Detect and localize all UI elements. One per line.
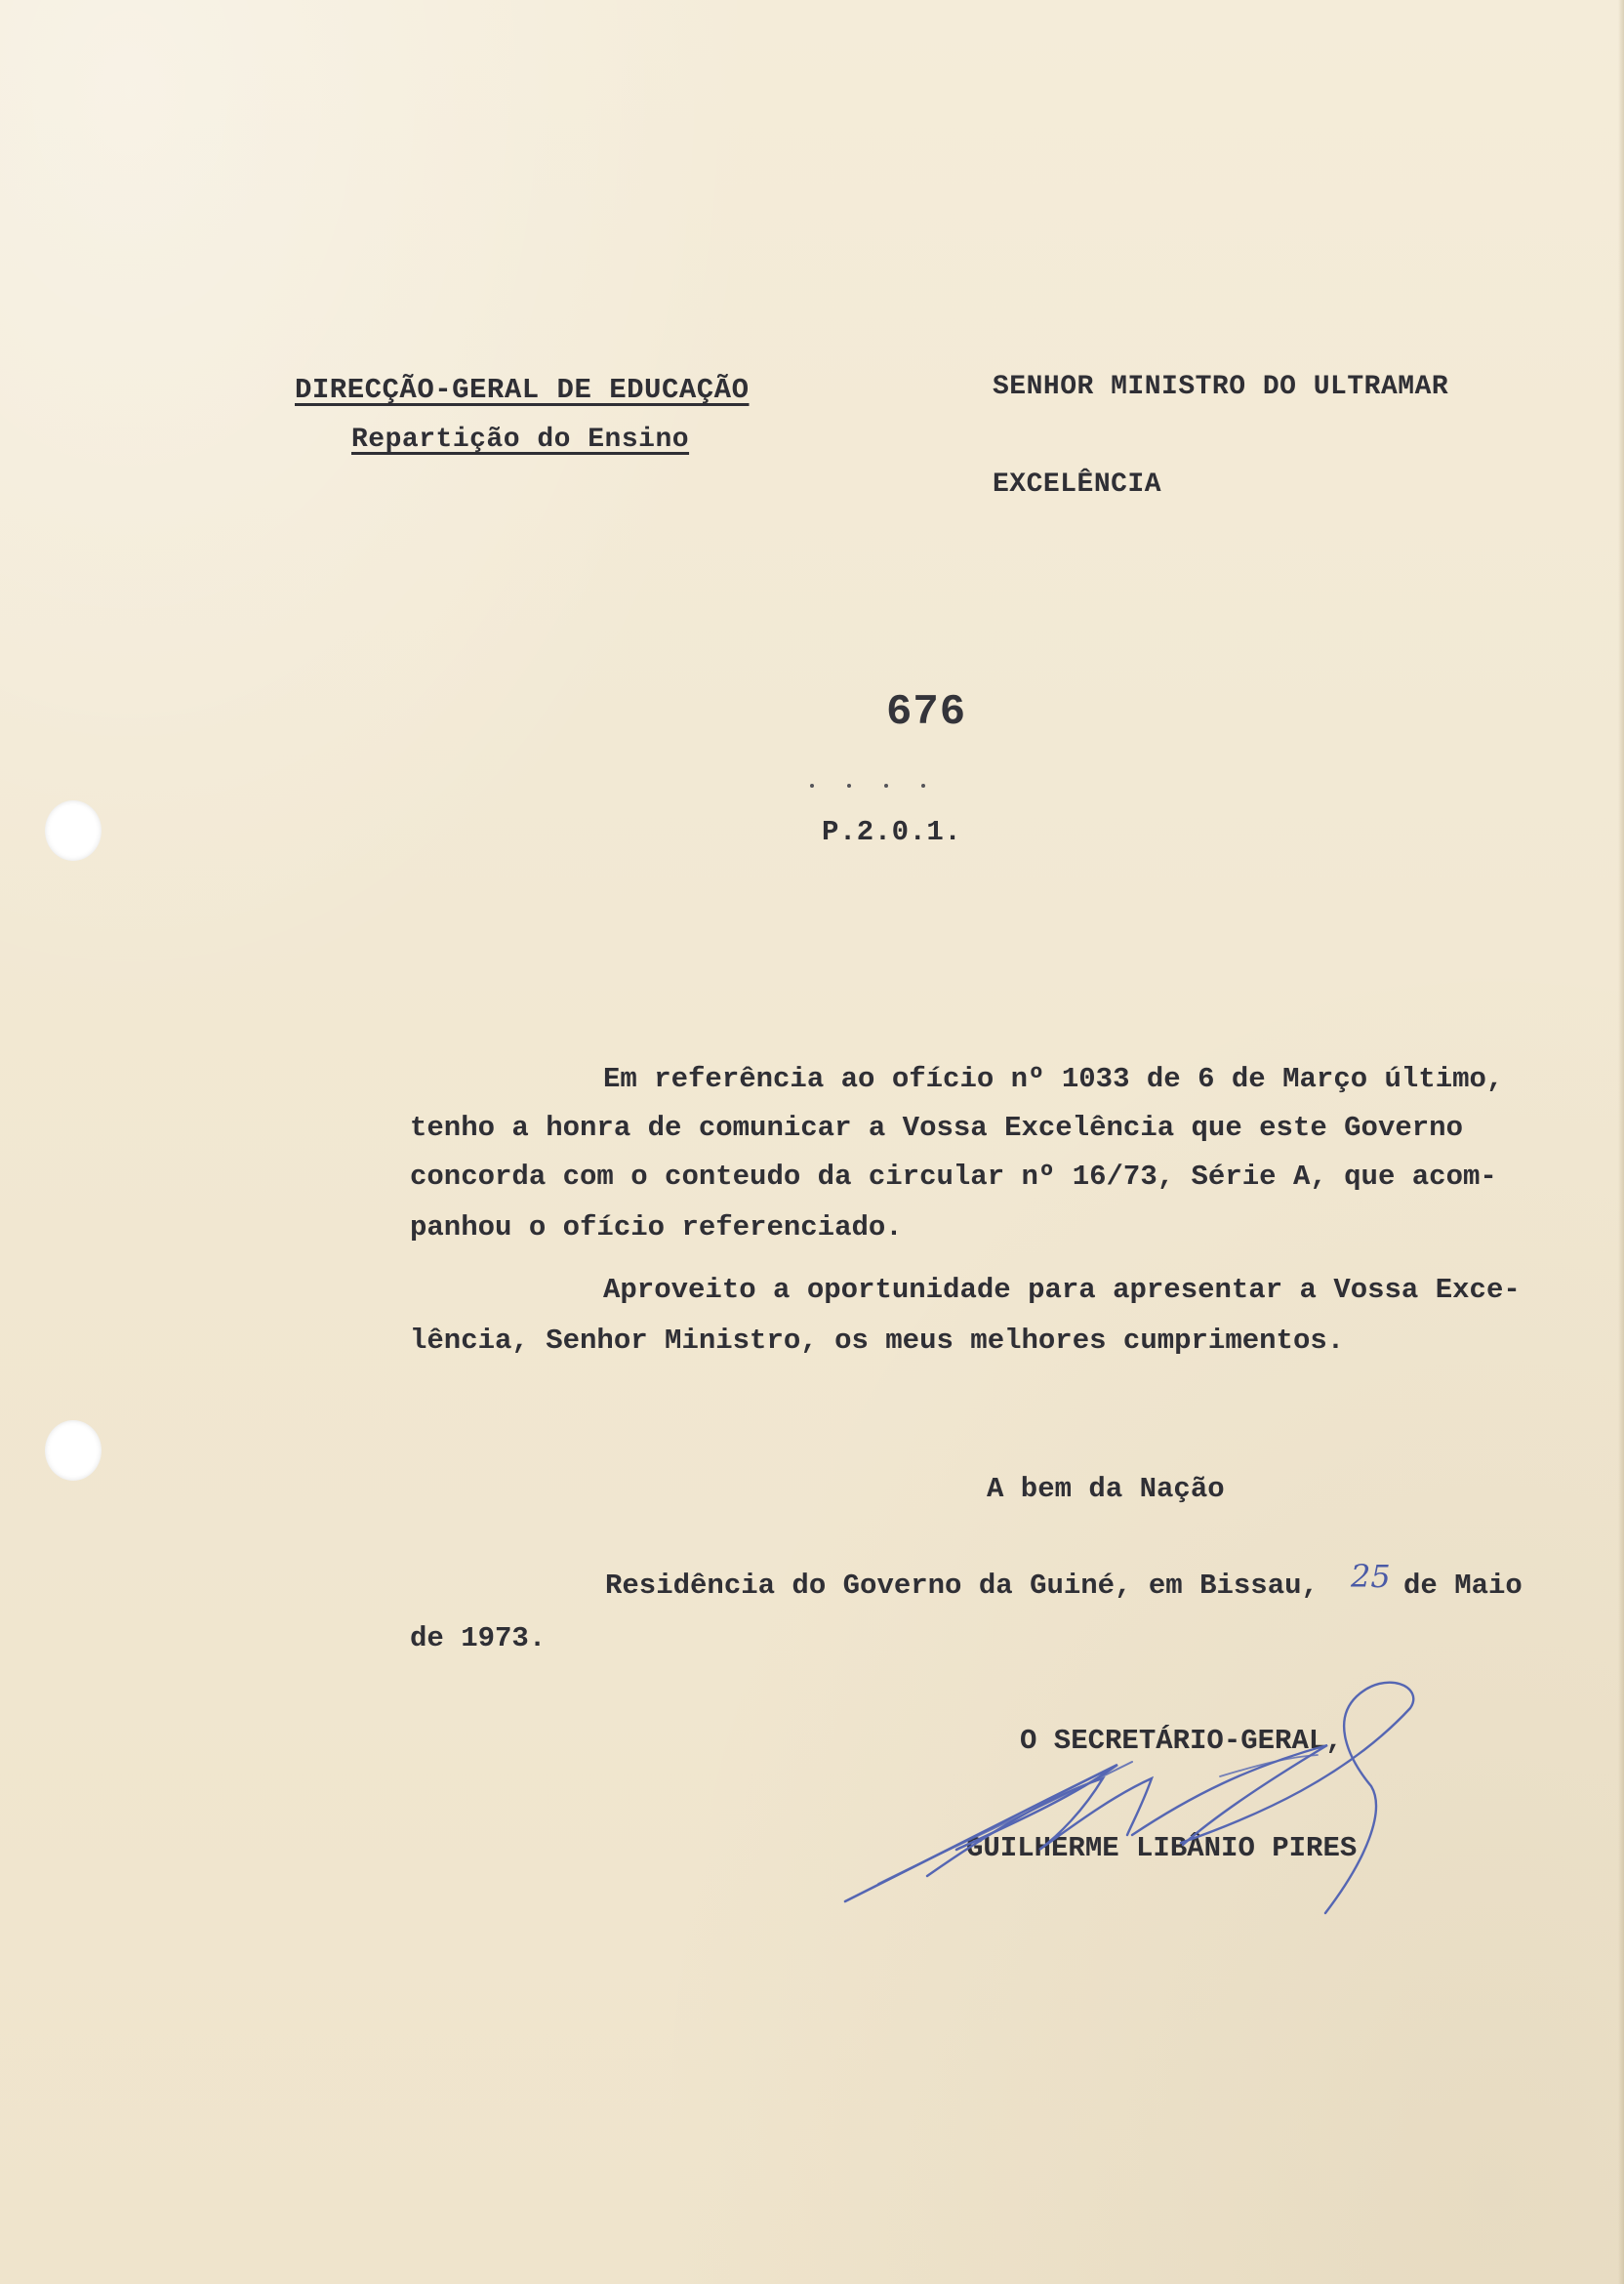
paper-edge — [1618, 0, 1624, 2284]
dotted-mark — [806, 779, 953, 793]
place-line — [605, 1571, 1319, 1600]
year-line: de 1973. — [410, 1622, 547, 1654]
handwritten-day: 25 — [1351, 1558, 1391, 1595]
punch-hole-bottom — [45, 1420, 102, 1481]
salutation: EXCELÊNCIA — [993, 469, 1162, 500]
document-number: 676 — [886, 688, 967, 737]
closing-motto: A bem da Nação — [987, 1473, 1225, 1505]
month-suffix: de Maio — [1403, 1570, 1522, 1602]
reference-code: P.2.0.1. — [822, 816, 962, 848]
signatory-name: GUILHERME LIBÂNIO PIRES — [966, 1832, 1358, 1864]
body-line-4: panhou o ofício referenciado. — [410, 1211, 903, 1244]
signatory-title: O SECRETÁRIO-GERAL, — [1020, 1725, 1343, 1757]
body-line-6: lência, Senhor Ministro, os meus melhores cumprimentos. — [410, 1325, 1345, 1357]
body-line-3: concorda com o conteudo da circular nº 16/73, Série A, que acom- — [410, 1161, 1497, 1193]
place-prefix: Residência do Governo da Guiné, em Bissau, — [605, 1570, 1319, 1602]
section-heading: Repartição do Ensino — [351, 425, 690, 455]
addressee: SENHOR MINISTRO DO ULTRAMAR — [993, 372, 1449, 402]
punch-hole-top — [45, 800, 102, 861]
department-heading: DIRECÇÃO-GERAL DE EDUCAÇÃO — [295, 374, 750, 406]
body-line-2: tenho a honra de comunicar a Vossa Excelência que este Governo — [410, 1112, 1463, 1144]
body-line-1: Em referência ao ofício nº 1033 de 6 de Março último, — [603, 1063, 1504, 1095]
signature-image — [839, 1650, 1483, 1942]
body-line-5: Aproveito a oportunidade para apresentar a Vossa Exce- — [603, 1274, 1521, 1306]
